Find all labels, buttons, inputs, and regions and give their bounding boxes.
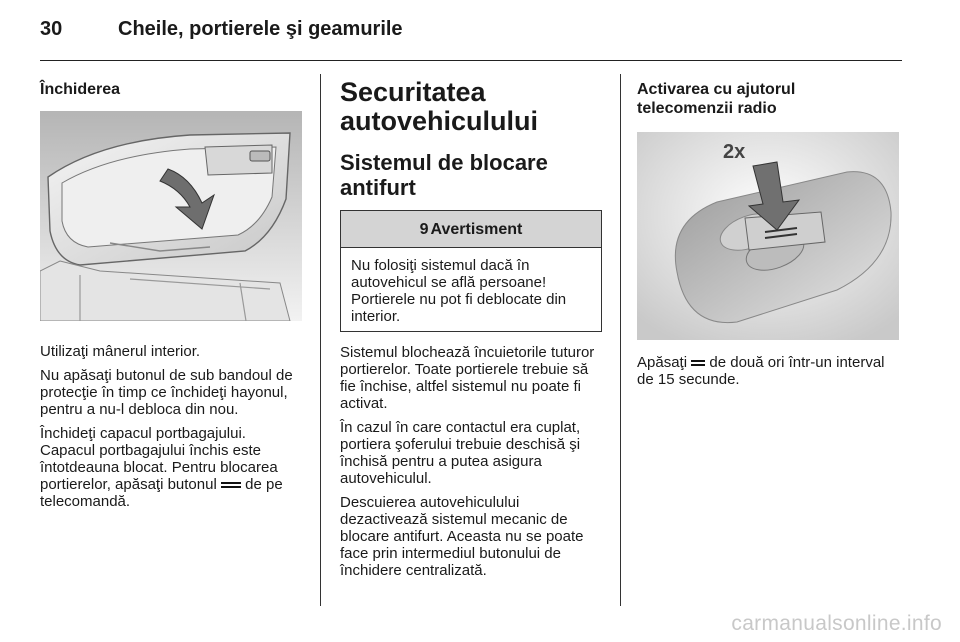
paragraph-text: Apăsaţi bbox=[637, 354, 688, 371]
lock-button-icon bbox=[221, 481, 241, 490]
tailgate-illustration bbox=[40, 111, 302, 321]
paragraph: Nu apăsaţi butonul de sub bandoul de protecţie în timp ce închideţi hayonul, pentru a nu-l debloca din nou. bbox=[40, 367, 293, 418]
chapter-title: Cheile, portierele şi geamurile bbox=[118, 18, 403, 40]
warning-header bbox=[341, 211, 601, 248]
paragraph-text: de două ori într-un interval de 15 secunde. bbox=[637, 354, 885, 388]
remote-key-illustration bbox=[637, 132, 899, 340]
paragraph-text: Închideţi capacul portbagajului. Capacul portbagajului închis este întotdeauna blocat. Pentru blocarea portierelor, apăsaţi butonul bbox=[40, 425, 278, 493]
column-divider-2 bbox=[620, 74, 621, 606]
section-title-line: Securitatea bbox=[340, 77, 486, 107]
section-heading-line: telecomenzii radio bbox=[637, 100, 777, 117]
watermark: carmanualsonline.info bbox=[731, 612, 942, 635]
header-rule bbox=[40, 60, 902, 61]
warning-triangle-icon: 9 bbox=[419, 220, 429, 238]
left-column bbox=[40, 80, 305, 517]
section-heading-remote bbox=[637, 80, 905, 118]
warning-box bbox=[340, 210, 602, 332]
paragraph: În cazul în care contactul era cuplat, portiera şoferului trebuie deschisă şi închisă pentru a putea asigura autovehiculul. bbox=[340, 419, 581, 487]
subsection-title-line: antifurt bbox=[340, 175, 416, 200]
paragraph bbox=[40, 425, 305, 510]
paragraph: Utilizaţi mânerul interior. bbox=[40, 343, 201, 360]
right-column bbox=[637, 80, 905, 395]
subsection-title-line: Sistemul de blocare bbox=[340, 150, 548, 175]
subsection-title bbox=[340, 150, 602, 200]
warning-text: Nu folosiţi sistemul dacă în autovehicul se află persoane! Portierele nu pot fi deblocate din interior. bbox=[351, 257, 567, 325]
press-count-label: 2x bbox=[723, 141, 746, 163]
paragraph: Descuierea autovehiculului dezactivează sistemul mecanic de blocare antifurt. Aceasta nu se poate face prin intermediul butonului de închidere centralizată. bbox=[340, 494, 584, 579]
column-divider-1 bbox=[320, 74, 321, 606]
section-title bbox=[340, 78, 602, 136]
warning-title: Avertisment bbox=[430, 220, 523, 238]
paragraph: Sistemul blochează încuietorile tuturor portierelor. Toate portierele trebuie să fie închise, altfel sistemul nu poate fi activat. bbox=[340, 344, 595, 412]
lock-button-icon bbox=[691, 359, 705, 368]
section-heading-line: Activarea cu ajutorul bbox=[637, 81, 796, 98]
middle-column bbox=[340, 78, 602, 586]
page-number: 30 bbox=[40, 18, 63, 40]
section-heading-closing: Închiderea bbox=[40, 81, 121, 98]
paragraph bbox=[637, 354, 905, 388]
paragraph-text: de pe telecomandă. bbox=[40, 476, 283, 510]
section-title-line: autovehiculului bbox=[340, 106, 539, 136]
